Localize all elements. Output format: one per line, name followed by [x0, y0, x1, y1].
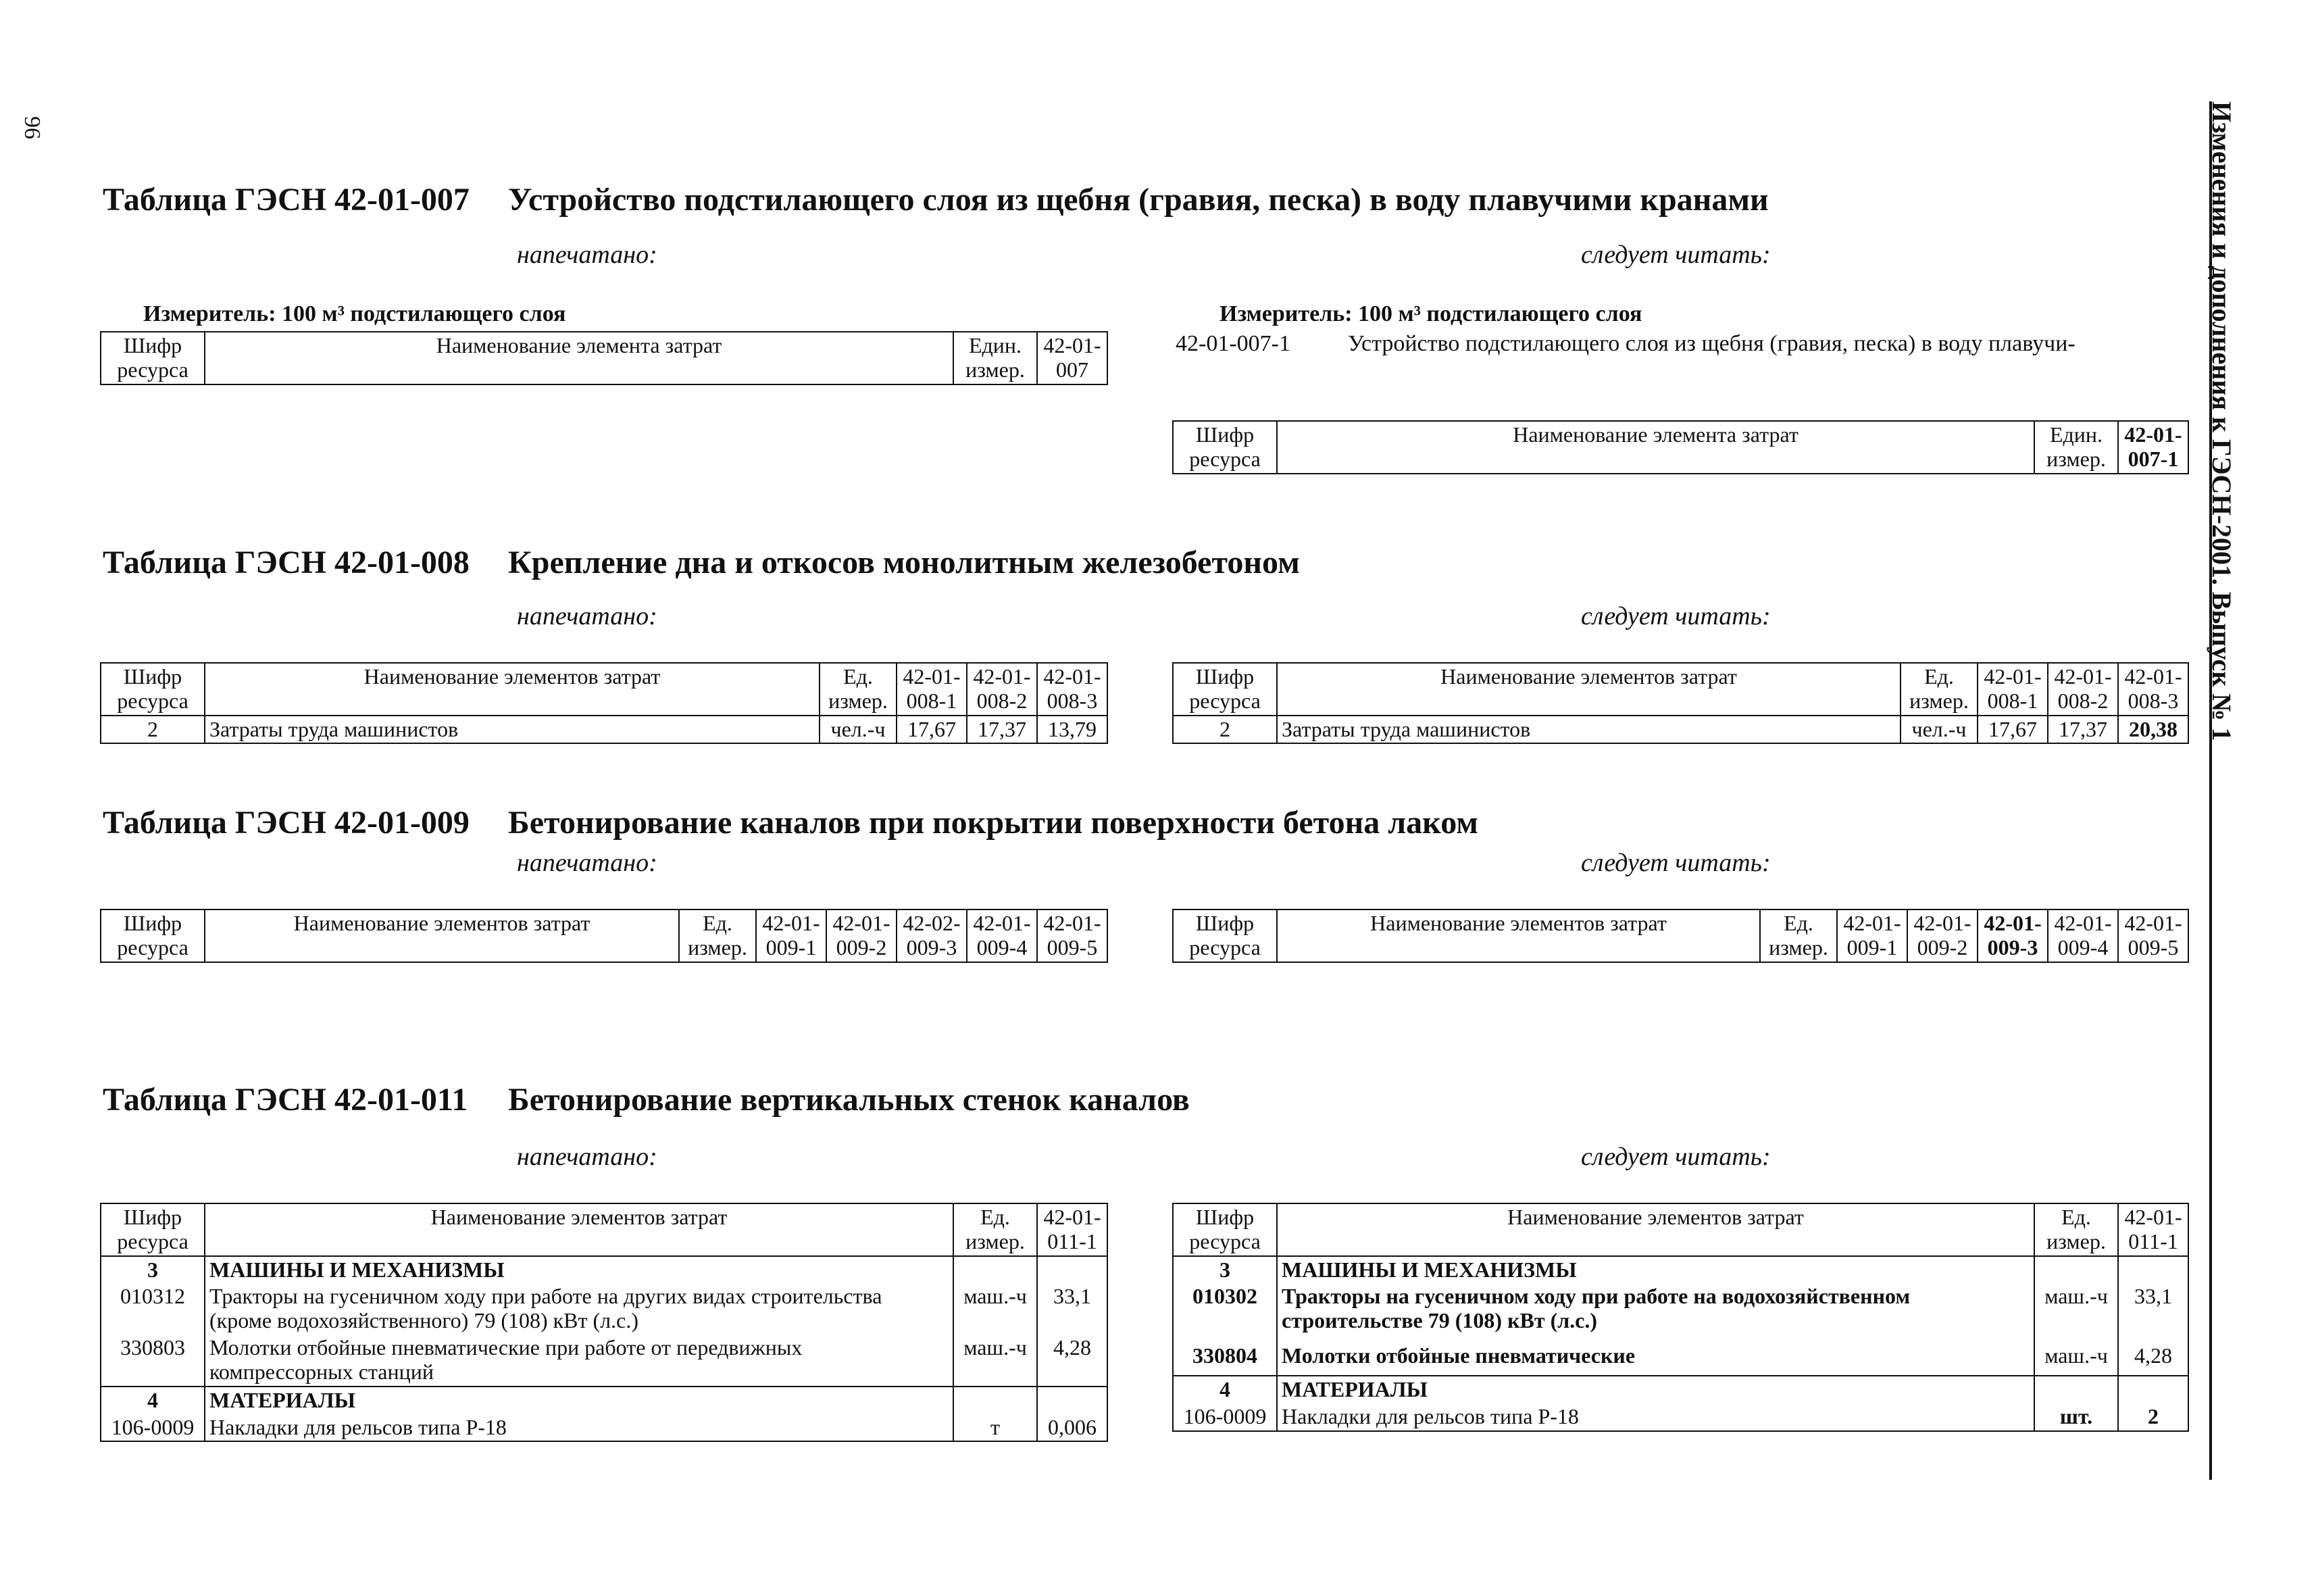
row-name: Молотки отбойные пневматические [1277, 1335, 2034, 1376]
header-col: 42-02-009-3 [897, 909, 967, 962]
row-value-corrected: 2 [2118, 1403, 2188, 1431]
header-col: 42-01-011-1 [1037, 1203, 1107, 1256]
read-label: следует читать: [1581, 602, 1771, 630]
table-heading-007 [103, 181, 1769, 218]
row-code: 010302 [1173, 1283, 1277, 1335]
row-unit: маш.-ч [953, 1283, 1037, 1335]
table-row [1173, 1403, 2188, 1431]
table-heading-008 [103, 544, 1300, 581]
table-code: Таблица ГЭСН 42-01-008 [103, 545, 470, 580]
header-code: Шифр ресурса [1173, 1203, 1277, 1256]
row-code: 4 [101, 1387, 205, 1414]
row-name: Затраты труда машинистов [205, 716, 820, 744]
row-code: 2 [1173, 716, 1277, 744]
table-row [101, 1414, 1107, 1442]
header-code: Шифр ресурса [101, 663, 205, 716]
header-col: 42-01-009-4 [967, 909, 1037, 962]
row-code: 3 [1173, 1256, 1277, 1284]
table-row [1173, 1335, 2188, 1376]
header-col: 42-01-008-3 [2118, 663, 2188, 716]
header-name: Наименование элементов затрат [1277, 663, 1901, 716]
table-code: Таблица ГЭСН 42-01-009 [103, 805, 470, 841]
table-row [1173, 1283, 2188, 1335]
table-008-corrected [1172, 662, 2189, 744]
header-name: Наименование элементов затрат [1277, 1203, 2034, 1256]
measure-left-007: Измеритель: 100 м³ подстилающего слоя [143, 301, 566, 326]
row-value: 33,1 [1037, 1283, 1107, 1335]
row-value: 17,37 [2048, 716, 2118, 744]
section-name: МАШИНЫ И МЕХАНИЗМЫ [205, 1256, 953, 1284]
header-col: 42-01-008-1 [1978, 663, 2048, 716]
section-name: МАШИНЫ И МЕХАНИЗМЫ [1277, 1256, 2034, 1284]
page-number: 96 [20, 116, 45, 139]
row-unit: маш.-ч [2034, 1283, 2118, 1335]
row-value: 17,67 [897, 716, 967, 744]
table-code: Таблица ГЭСН 42-01-007 [103, 182, 470, 218]
row-code: 106-0009 [1173, 1403, 1277, 1431]
row-code: 4 [1173, 1376, 1277, 1403]
table-011-corrected [1172, 1203, 2189, 1432]
row-name: Тракторы на гусеничном ходу при работе на других видах строительства (кроме водохозяйственного) 79 (108) кВт (л.с.) [205, 1283, 953, 1335]
header-col: 42-01-008-2 [967, 663, 1037, 716]
row-unit: маш.-ч [2034, 1335, 2118, 1376]
header-name: Наименование элемента затрат [205, 332, 953, 384]
item-code-007-1: 42-01-007-1 [1176, 331, 1290, 356]
measure-right-007: Измеритель: 100 м³ подстилающего слоя [1219, 301, 1642, 326]
header-unit: Ед. измер. [1901, 663, 1978, 716]
item-desc-007-1: Устройство подстилающего слоя из щебня (гравия, песка) в воду плавучи- [1348, 331, 2076, 356]
table-row [101, 1283, 1107, 1335]
row-value: 17,67 [1978, 716, 2048, 744]
running-header: Изменения и дополнения к ГЭСН-2001. Выпуск № 1 [2207, 101, 2237, 741]
header-col: 42-01-009-1 [1837, 909, 1907, 962]
header-col: 42-01-009-1 [756, 909, 826, 962]
header-col: 42-01-008-1 [897, 663, 967, 716]
header-name: Наименование элементов затрат [205, 909, 679, 962]
table-row [1173, 1376, 2188, 1403]
header-col: 42-01-008-3 [1037, 663, 1107, 716]
row-unit: чел.-ч [820, 716, 897, 744]
row-name: Тракторы на гусеничном ходу при работе на водохозяйственном строительстве 79 (108) кВт (л.с.) [1277, 1283, 2034, 1335]
header-code: Шифр ресурса [101, 1203, 205, 1256]
row-code: 330804 [1173, 1335, 1277, 1376]
header-code: Шифр ресурса [1173, 663, 1277, 716]
table-title: Крепление дна и откосов монолитным железобетоном [508, 545, 1300, 580]
header-col: 42-01-009-4 [2048, 909, 2118, 962]
printed-label: напечатано: [517, 1143, 657, 1171]
table-heading-009 [103, 804, 1478, 841]
row-value: 4,28 [2118, 1335, 2188, 1376]
table-title: Бетонирование вертикальных стенок каналов [508, 1082, 1190, 1118]
table-row [101, 716, 1107, 744]
row-value: 4,28 [1037, 1335, 1107, 1387]
printed-label: напечатано: [517, 241, 657, 269]
table-009-corrected [1172, 909, 2189, 963]
table-009-printed [100, 909, 1108, 963]
table-007-corrected [1172, 420, 2189, 474]
header-code: Шифр ресурса [101, 909, 205, 962]
row-code: 2 [101, 716, 205, 744]
row-name: Затраты труда машинистов [1277, 716, 1901, 744]
table-row [1173, 716, 2188, 744]
row-code: 010312 [101, 1283, 205, 1335]
header-code: Шифр ресурса [1173, 421, 1277, 474]
table-heading-011 [103, 1081, 1190, 1118]
row-name: Накладки для рельсов типа Р-18 [1277, 1403, 2034, 1431]
table-row [101, 1256, 1107, 1284]
header-col-corrected: 42-01-009-3 [1978, 909, 2048, 962]
section-name: МАТЕРИАЛЫ [1277, 1376, 2034, 1403]
row-name: Молотки отбойные пневматические при работе от передвижных компрессорных станций [205, 1335, 953, 1387]
row-value-corrected: 20,38 [2118, 716, 2188, 744]
printed-label: напечатано: [517, 849, 657, 877]
row-code: 3 [101, 1256, 205, 1284]
row-value: 13,79 [1037, 716, 1107, 744]
header-name: Наименование элементов затрат [205, 663, 820, 716]
table-row [1173, 1256, 2188, 1284]
header-unit: Ед. измер. [820, 663, 897, 716]
table-row [101, 1387, 1107, 1414]
row-value: 17,37 [967, 716, 1037, 744]
header-col: 42-01-011-1 [2118, 1203, 2188, 1256]
header-unit: Ед. измер. [953, 1203, 1037, 1256]
header-unit: Ед. измер. [679, 909, 756, 962]
read-label: следует читать: [1581, 241, 1771, 269]
table-title: Устройство подстилающего слоя из щебня (гравия, песка) в воду плавучими кранами [508, 182, 1769, 218]
header-col: 42-01-009-2 [826, 909, 897, 962]
row-unit: т [953, 1414, 1037, 1442]
row-unit: маш.-ч [953, 1335, 1037, 1387]
header-col: 42-01-009-5 [2118, 909, 2188, 962]
row-unit: чел.-ч [1901, 716, 1978, 744]
header-unit: Един. измер. [2034, 421, 2118, 474]
header-code: Шифр ресурса [1173, 909, 1277, 962]
row-code: 106-0009 [101, 1414, 205, 1442]
header-col: 42-01-009-5 [1037, 909, 1107, 962]
row-value: 0,006 [1037, 1414, 1107, 1442]
row-value: 33,1 [2118, 1283, 2188, 1335]
read-label: следует читать: [1581, 1143, 1771, 1171]
table-code: Таблица ГЭСН 42-01-011 [103, 1082, 468, 1118]
table-row [101, 1335, 1107, 1387]
header-col: 42-01-007 [1037, 332, 1107, 384]
read-label: следует читать: [1581, 849, 1771, 877]
header-name: Наименование элемента затрат [1277, 421, 2034, 474]
header-col: 42-01-007-1 [2118, 421, 2188, 474]
header-name: Наименование элементов затрат [205, 1203, 953, 1256]
header-col: 42-01-009-2 [1907, 909, 1978, 962]
header-col: 42-01-008-2 [2048, 663, 2118, 716]
header-name: Наименование элементов затрат [1277, 909, 1760, 962]
row-unit-corrected: шт. [2034, 1403, 2118, 1431]
header-unit: Един. измер. [953, 332, 1037, 384]
table-title: Бетонирование каналов при покрытии поверхности бетона лаком [508, 805, 1478, 841]
table-007-printed [100, 331, 1108, 385]
row-name: Накладки для рельсов типа Р-18 [205, 1414, 953, 1442]
table-011-printed [100, 1203, 1108, 1442]
header-code: Шифр ресурса [101, 332, 205, 384]
header-unit: Ед. измер. [2034, 1203, 2118, 1256]
row-code: 330803 [101, 1335, 205, 1387]
table-008-printed [100, 662, 1108, 744]
section-name: МАТЕРИАЛЫ [205, 1387, 953, 1414]
header-unit: Ед. измер. [1760, 909, 1837, 962]
printed-label: напечатано: [517, 602, 657, 630]
